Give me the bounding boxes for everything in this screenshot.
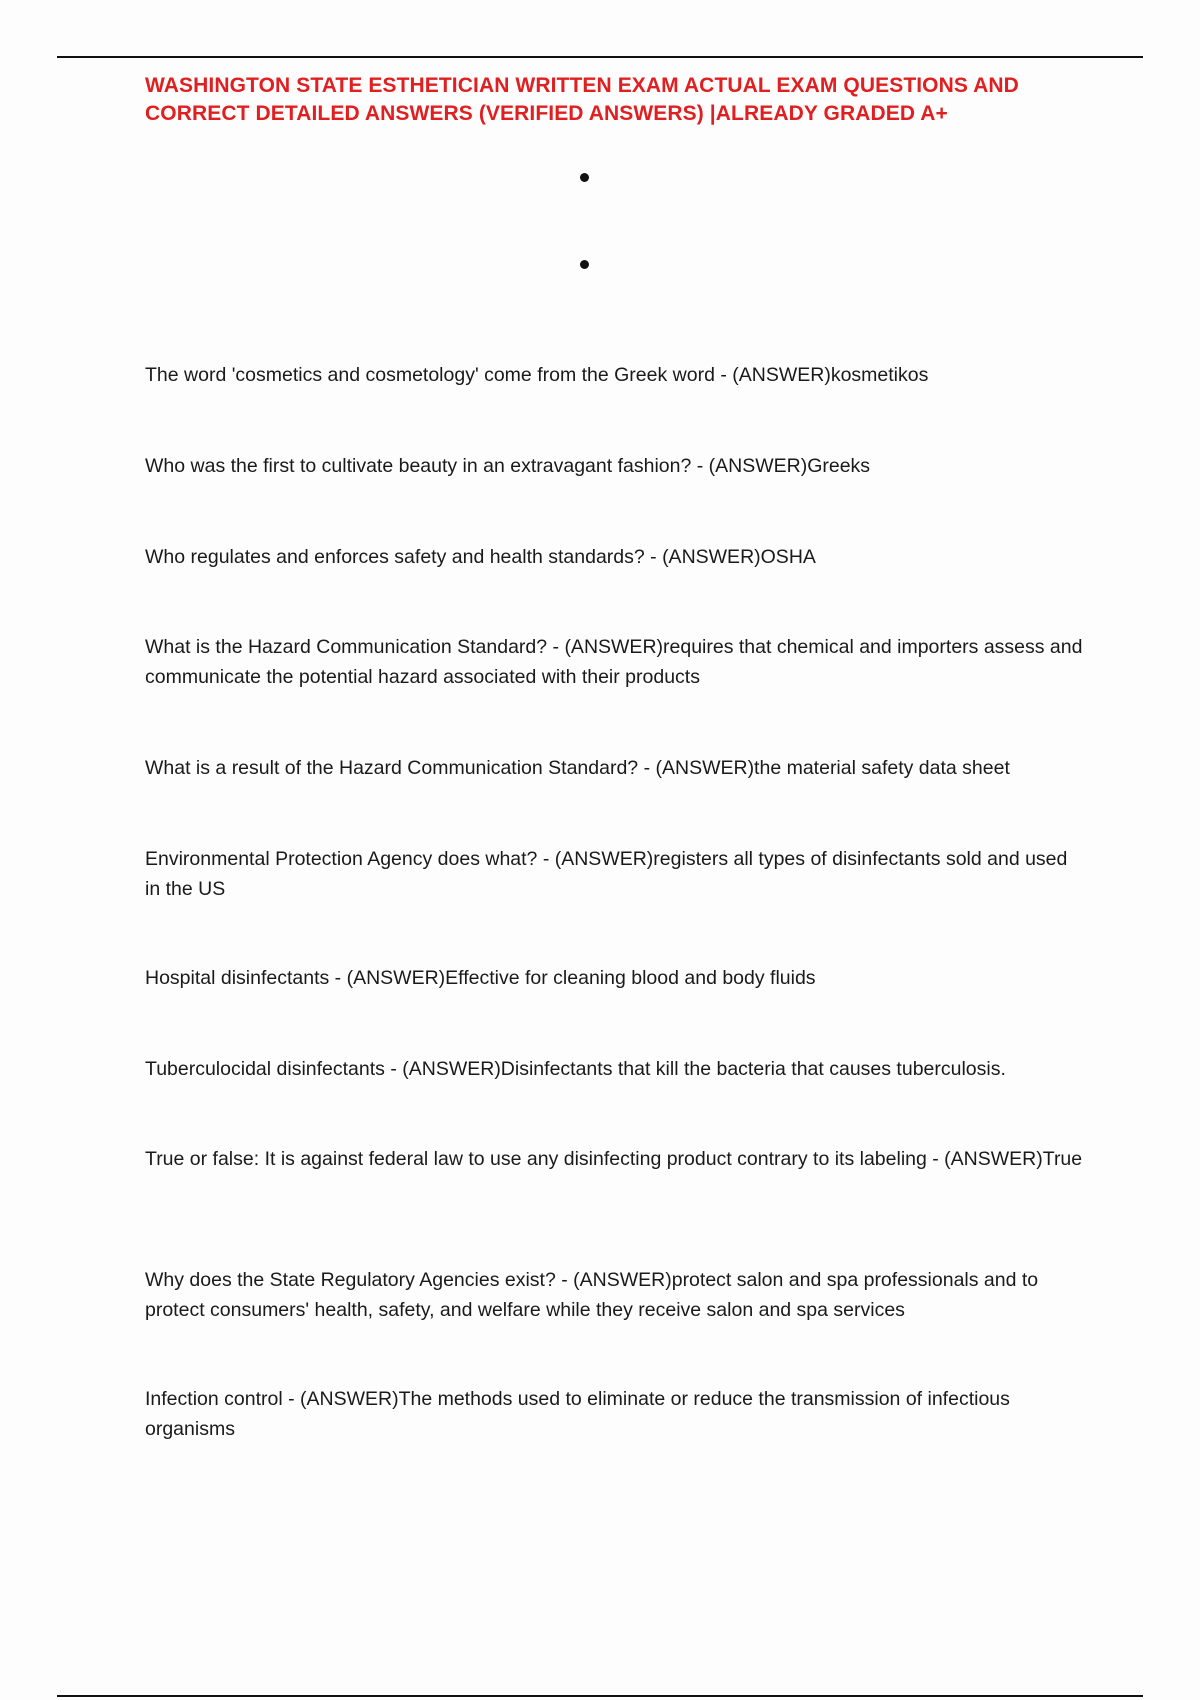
- qa-item: The word 'cosmetics and cosmetology' come from the Greek word - (ANSWER)kosmetikos: [145, 364, 929, 386]
- document-title: WASHINGTON STATE ESTHETICIAN WRITTEN EXAM ACTUAL EXAM QUESTIONS AND CORRECT DETAILED ANSWERS (VERIFIED ANSWERS) |ALREADY GRADED A+: [145, 74, 1019, 125]
- top-divider: [57, 56, 1143, 58]
- qa-item: Who was the first to cultivate beauty in an extravagant fashion? - (ANSWER)Greeks: [145, 455, 871, 477]
- qa-item: What is the Hazard Communication Standard? - (ANSWER)requires that chemical and importers assess and communicate the potential hazard associated with their products: [145, 636, 1083, 688]
- qa-item: Why does the State Regulatory Agencies exist? - (ANSWER)protect salon and spa professionals and to protect consumers' health, safety, and welfare while they receive salon and spa services: [145, 1269, 1039, 1321]
- qa-item: True or false: It is against federal law to use any disinfecting product contrary to its labeling - (ANSWER)True: [145, 1148, 1083, 1170]
- qa-item: Environmental Protection Agency does what? - (ANSWER)registers all types of disinfectants sold and used in the US: [145, 848, 1068, 900]
- bottom-divider: [57, 1695, 1143, 1697]
- bullet-icon: [580, 260, 589, 269]
- qa-item: Tuberculocidal disinfectants - (ANSWER)Disinfectants that kill the bacteria that causes tuberculosis.: [145, 1058, 1006, 1080]
- qa-item: Hospital disinfectants - (ANSWER)Effective for cleaning blood and body fluids: [145, 967, 816, 989]
- qa-item: Who regulates and enforces safety and health standards? - (ANSWER)OSHA: [145, 546, 816, 568]
- qa-item: Infection control - (ANSWER)The methods used to eliminate or reduce the transmission of infectious organisms: [145, 1388, 1010, 1440]
- qa-item: What is a result of the Hazard Communication Standard? - (ANSWER)the material safety data sheet: [145, 757, 1010, 779]
- bullet-icon: [580, 173, 589, 182]
